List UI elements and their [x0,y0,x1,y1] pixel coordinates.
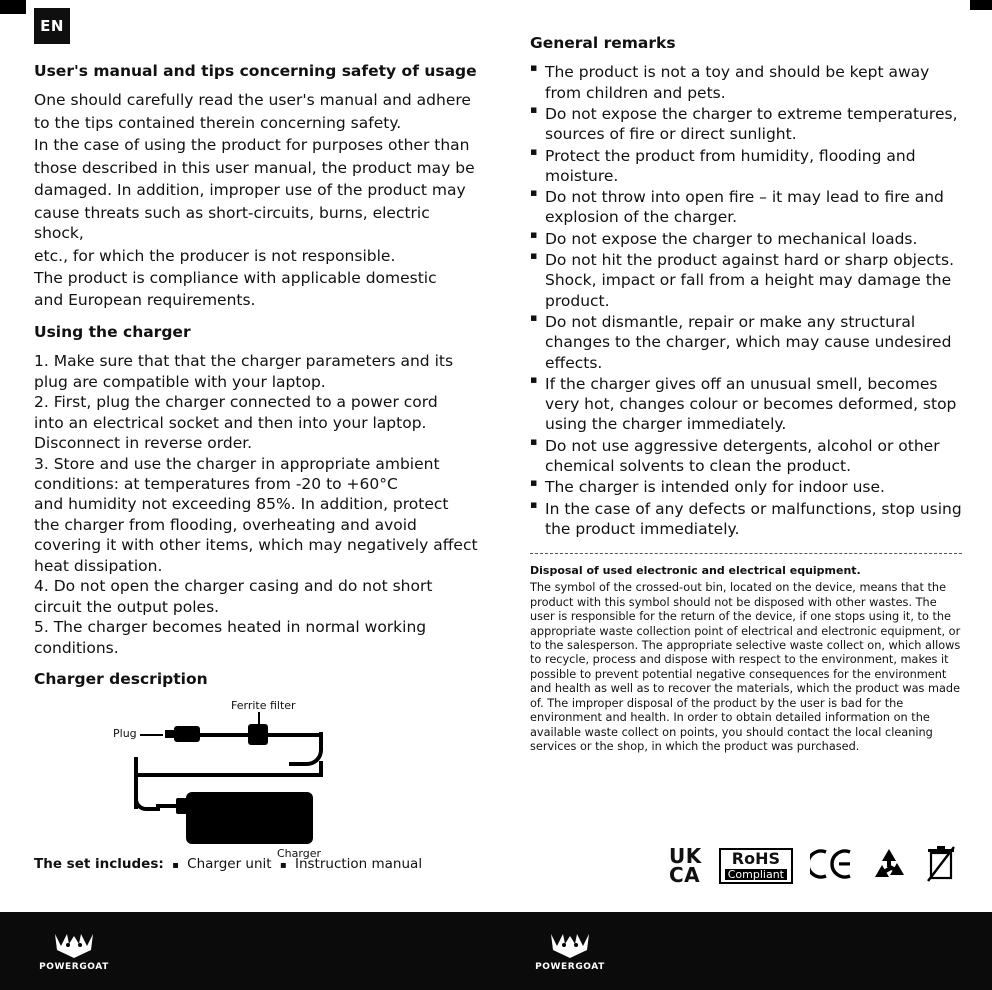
using-charger-heading: Using the charger [34,322,191,341]
step-line: and humidity not exceeding 85%. In addition, protect [34,495,449,514]
list-item: ▪ Do not dismantle, repair or make any structural changes to the charger, which may cause undesired effects. [530,312,962,373]
list-item: ▪ The charger is intended only for indoor use. [530,477,962,497]
using-charger-steps [34,351,479,658]
diagram-label-ferrite: Ferrite filter [231,699,296,713]
cable-segment [156,804,178,808]
step-line: 1. Make sure that that the charger parameters and its [34,352,454,371]
ukca-mark-icon [669,844,702,887]
step-line: circuit the output poles. [34,597,220,616]
diagram-label-plug: Plug [113,727,137,741]
brand-logo [14,926,134,976]
manual-line: those described in this user manual, the product may be [34,158,475,177]
dc-plug-tip-icon [165,730,174,738]
brand-logo [510,926,630,976]
step-line: plug are compatible with your laptop. [34,372,326,391]
brand-name: POWERGOAT [535,962,605,972]
manual-line: One should carefully read the user's manual and adhere [34,91,471,110]
ferrite-filter-icon [248,724,268,745]
crossed-out-bin-icon [924,845,958,887]
ukca-line2: CA [669,863,701,887]
top-left-black-mark [0,0,26,14]
section-divider [530,553,962,554]
manual-line: The product is compliance with applicable domestic [34,269,437,287]
rohs-mark-icon [719,848,793,884]
set-includes-item: Charger unit [187,856,272,872]
manual-line: and European requirements. [34,291,256,310]
weee-text: The symbol of the crossed-out bin, located on the device, means that the product with this symbol should not be disposed with other wastes. The user is responsible for the return of the device, if one stops using it, to the appropriate waste collection point of electrical and electronic equipment, or to the salesperson. The appropriate selective waste collect on, which allows to recycle, process and dispose with respect to the environment, makes it possible to prevent potential negative consequences for the environment and health as well as to recover the materials, which the product was made of. The improper disposal of the product by the user is bad for the environment and health. In order to obtain detailed information on the available waste collect on points, you should contact the local cleaning services or the shop, in which the product was purchased. [530,581,961,754]
brand-name: POWERGOAT [39,962,109,972]
step-line: covering it with other items, which may negatively affect [34,536,478,555]
cable-segment [200,733,248,737]
left-column [34,62,479,879]
manual-line: to the tips contained therein concerning safety. [34,113,402,132]
charger-diagram [34,699,479,879]
step-line: Disconnect in reverse order. [34,434,253,453]
list-item: ▪ The product is not a toy and should be kept away from children and pets. [530,62,962,103]
charger-brick-icon [186,792,313,844]
step-line: 4. Do not open the charger casing and do not short [34,577,433,596]
certification-marks [669,845,958,887]
step-line: into an electrical socket and then into your laptop. [34,413,427,432]
dc-plug-body-icon [174,726,200,742]
language-badge: EN [34,8,70,44]
list-item: ▪ Do not throw into open fire – it may lead to fire and explosion of the charger. [530,187,962,228]
manual-line: In the case of using the product for purposes other than [34,136,470,155]
weee-title: Disposal of used electronic and electrical equipment. [530,564,861,578]
recycle-icon [871,847,907,885]
manual-paragraphs [34,90,479,311]
step-line: heat dissipation. [34,556,163,575]
top-right-black-mark [970,0,992,10]
ce-mark-icon [810,848,854,884]
set-includes [34,856,422,872]
manual-line: etc., for which the producer is not responsible. [34,246,396,265]
ukca-line1: UK [669,844,702,868]
general-remarks-list [530,62,962,539]
list-item: ▪ Do not expose the charger to extreme temperatures, sources of fire or direct sunlight. [530,104,962,145]
rohs-line1: RoHS [731,848,780,868]
charger-description-heading: Charger description [34,670,208,689]
list-item: ▪ Do not use aggressive detergents, alcohol or other chemical solvents to clean the product. [530,436,962,477]
rohs-line2: Compliant [725,869,787,881]
diagram-label-charger: Charger [277,847,321,861]
manual-heading: User's manual and tips concerning safety of usage [34,62,477,80]
step-line: 3. Store and use the charger in appropriate ambient [34,454,440,473]
bullet-icon: ▪ [172,860,179,871]
list-item: ▪ Do not hit the product against hard or sharp objects. Shock, impact or fall from a height may damage the product. [530,250,962,311]
right-column [530,34,962,755]
leader-line-plug [140,734,163,736]
footer-bar [0,912,992,990]
step-line: 2. First, plug the charger connected to a power cord [34,393,438,412]
list-item: ▪ Do not expose the charger to mechanical loads. [530,229,962,249]
general-remarks-heading: General remarks [530,34,676,52]
step-line: the charger from flooding, overheating and avoid [34,515,417,534]
list-item: ▪ Protect the product from humidity, flooding and moisture. [530,146,962,187]
manual-line: cause threats such as short-circuits, burns, electric shock, [34,203,430,243]
set-includes-item: Instruction manual [294,856,423,872]
step-line: conditions. [34,638,119,657]
cable-loop [134,757,323,777]
step-line: 5. The charger becomes heated in normal working [34,618,427,637]
bullet-icon: ▪ [279,860,287,871]
set-includes-label: The set includes: [34,856,164,872]
manual-line: damaged. In addition, improper use of the product may [34,181,466,200]
step-line: conditions: at temperatures from -20 to +60°C [34,475,398,493]
list-item: ▪ In the case of any defects or malfunctions, stop using the product immediately. [530,499,962,540]
list-item: ▪ If the charger gives off an unusual smell, becomes very hot, changes colour or becomes deformed, stop using the charger immediately. [530,374,962,435]
